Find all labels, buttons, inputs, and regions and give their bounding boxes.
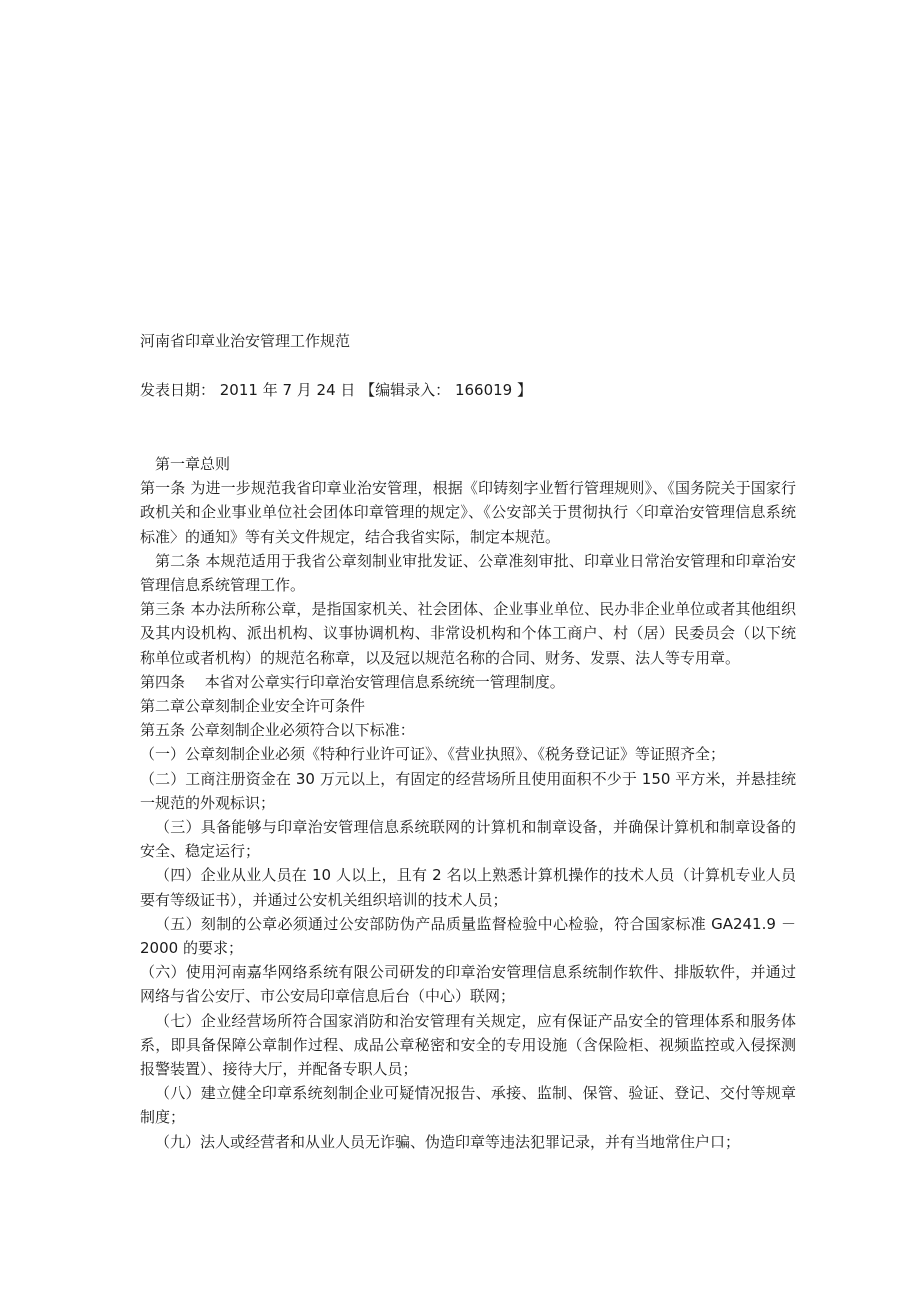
article-paragraph: 第三条 本办法所称公章，是指国家机关、社会团体、企业事业单位、民办非企业单位或者其他组织及其内设机构、派出机构、议事协调机构、非常设机构和个体工商户、村（居）民委员会（以下统称单位或者机构）的规范名称章，以及冠以规范名称的合同、财务、发票、法人等专用章。 — [140, 600, 796, 667]
list-item: （六）使用河南嘉华网络系统有限公司研发的印章治安管理信息系统制作软件、排版软件，并通过网络与省公安厅、市公安局印章信息后台（中心）联网； — [140, 963, 796, 1006]
chapter-heading: 第二章公章刻制企业安全许可条件 — [140, 697, 366, 716]
document-title: 河南省印章业治安管理工作规范 — [140, 332, 351, 350]
article-paragraph: 第四条 本省对公章实行印章治安管理信息系统统一管理制度。 — [140, 672, 565, 691]
list-item: （五）刻制的公章必须通过公安部防伪产品质量监督检验中心检验，符合国家标准 GA241.9 － 2000 的要求； — [140, 914, 796, 958]
document-body — [140, 452, 796, 1154]
list-item: （七）企业经营场所符合国家消防和治安管理有关规定，应有保证产品安全的管理体系和服务体系，即具备保障公章制作过程、成品公章秘密和安全的专用设施（含保险柜、视频监控或入侵探测报警装置）、接待大厅，并配备专职人员； — [140, 1011, 796, 1079]
article-paragraph: 第一条 为进一步规范我省印章业治安管理，根据《印铸刻字业暂行管理规则》、《国务院关于国家行政机关和企业事业单位社会团体印章管理的规定》、《公安部关于贯彻执行〈印章治安管理信息系统标准〉的通知》等有关文件规定，结合我省实际，制定本规范。 — [140, 479, 796, 546]
list-item: （三）具备能够与印章治安管理信息系统联网的计算机和制章设备，并确保计算机和制章设备的安全、稳定运行； — [140, 818, 796, 861]
publish-date-line: 发表日期： 2011 年 7 月 24 日 【编辑录入： 166019 】 — [140, 381, 532, 399]
list-item: （一）公章刻制企业必须《特种行业许可证》、《营业执照》、《税务登记证》等证照齐全； — [140, 745, 726, 764]
chapter-heading: 第一章总则 — [155, 455, 231, 473]
list-item: （四）企业从业人员在 10 人以上，且有 2 名以上熟悉计算机操作的技术人员（计算机专业人员要有等级证书），并通过公安机关组织培训的技术人员； — [140, 866, 796, 909]
list-item: （二）工商注册资金在 30 万元以上，有固定的经营场所且使用面积不少于 150 平方米，并悬挂统一规范的外观标识； — [140, 769, 796, 812]
list-item: （九）法人或经营者和从业人员无诈骗、伪造印章等违法犯罪记录，并有当地常住户口； — [155, 1132, 741, 1151]
article-paragraph: 第二条 本规范适用于我省公章刻制业审批发证、公章准刻审批、印章业日常治安管理和印章治安管理信息系统管理工作。 — [140, 551, 796, 595]
list-item: （八）建立健全印章系统刻制企业可疑情况报告、承接、监制、保管、验证、登记、交付等规章制度； — [140, 1084, 796, 1127]
article-paragraph: 第五条 公章刻制企业必须符合以下标准： — [140, 721, 415, 740]
